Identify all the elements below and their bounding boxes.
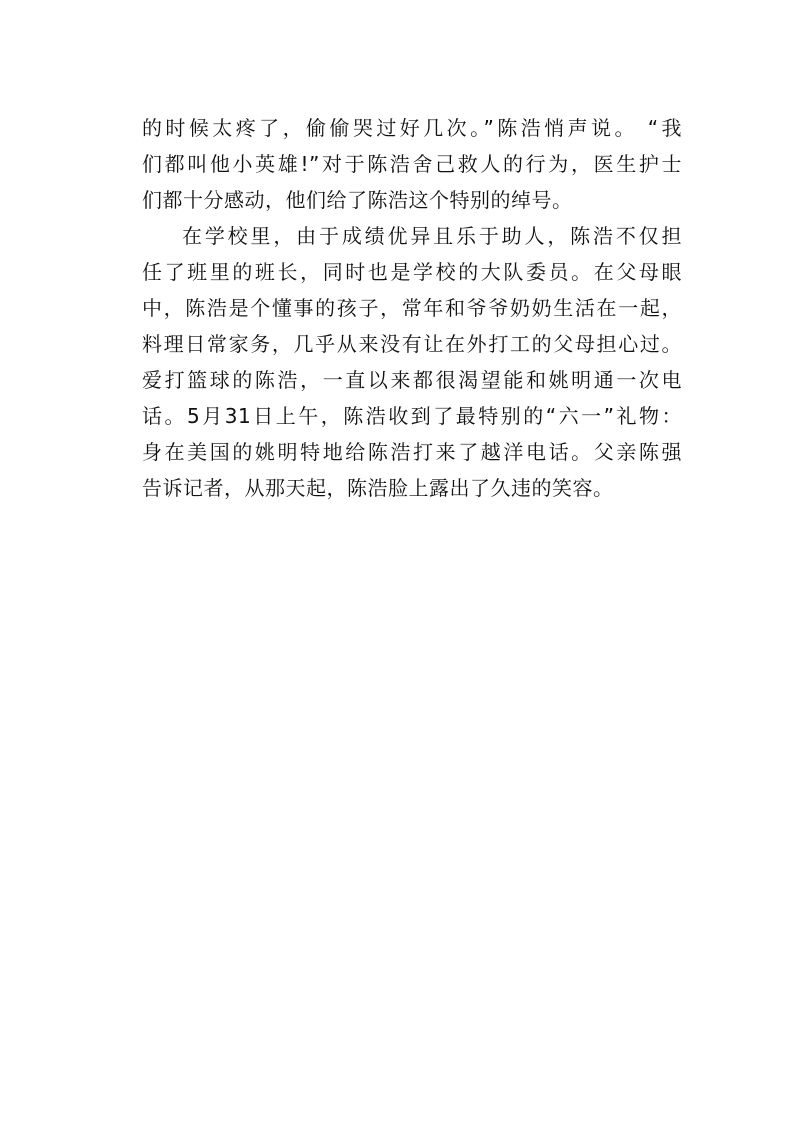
text-line: 话。5月31日上午，陈浩收到了最特别的“六一”礼物： (142, 404, 682, 428)
text-line: 任了班里的班长，同时也是学校的大队委员。在父母眼 (142, 260, 682, 284)
text-line: 中，陈浩是个懂事的孩子，常年和爷爷奶奶生活在一起， (142, 296, 682, 320)
text-line: 身在美国的姚明特地给陈浩打来了越洋电话。父亲陈强 (142, 440, 682, 464)
article-text (142, 110, 682, 506)
text-line: 料理日常家务，几乎从来没有让在外打工的父母担心过。 (142, 332, 682, 356)
text-line: 告诉记者，从那天起，陈浩脸上露出了久违的笑容。 (142, 476, 614, 500)
text-line: 的时候太疼了，偷偷哭过好几次。”陈浩悄声说。 “我 (142, 116, 682, 140)
text-line: 在学校里，由于成绩优异且乐于助人，陈浩不仅担 (182, 224, 682, 248)
paragraph-2 (142, 218, 682, 506)
text-line: 们都十分感动，他们给了陈浩这个特别的绰号。 (142, 188, 573, 212)
text-line: 们都叫他小英雄!”对于陈浩舍己救人的行为，医生护士 (142, 152, 682, 176)
text-line: 爱打篮球的陈浩，一直以来都很渴望能和姚明通一次电 (142, 368, 682, 392)
paragraph-1 (142, 110, 682, 218)
